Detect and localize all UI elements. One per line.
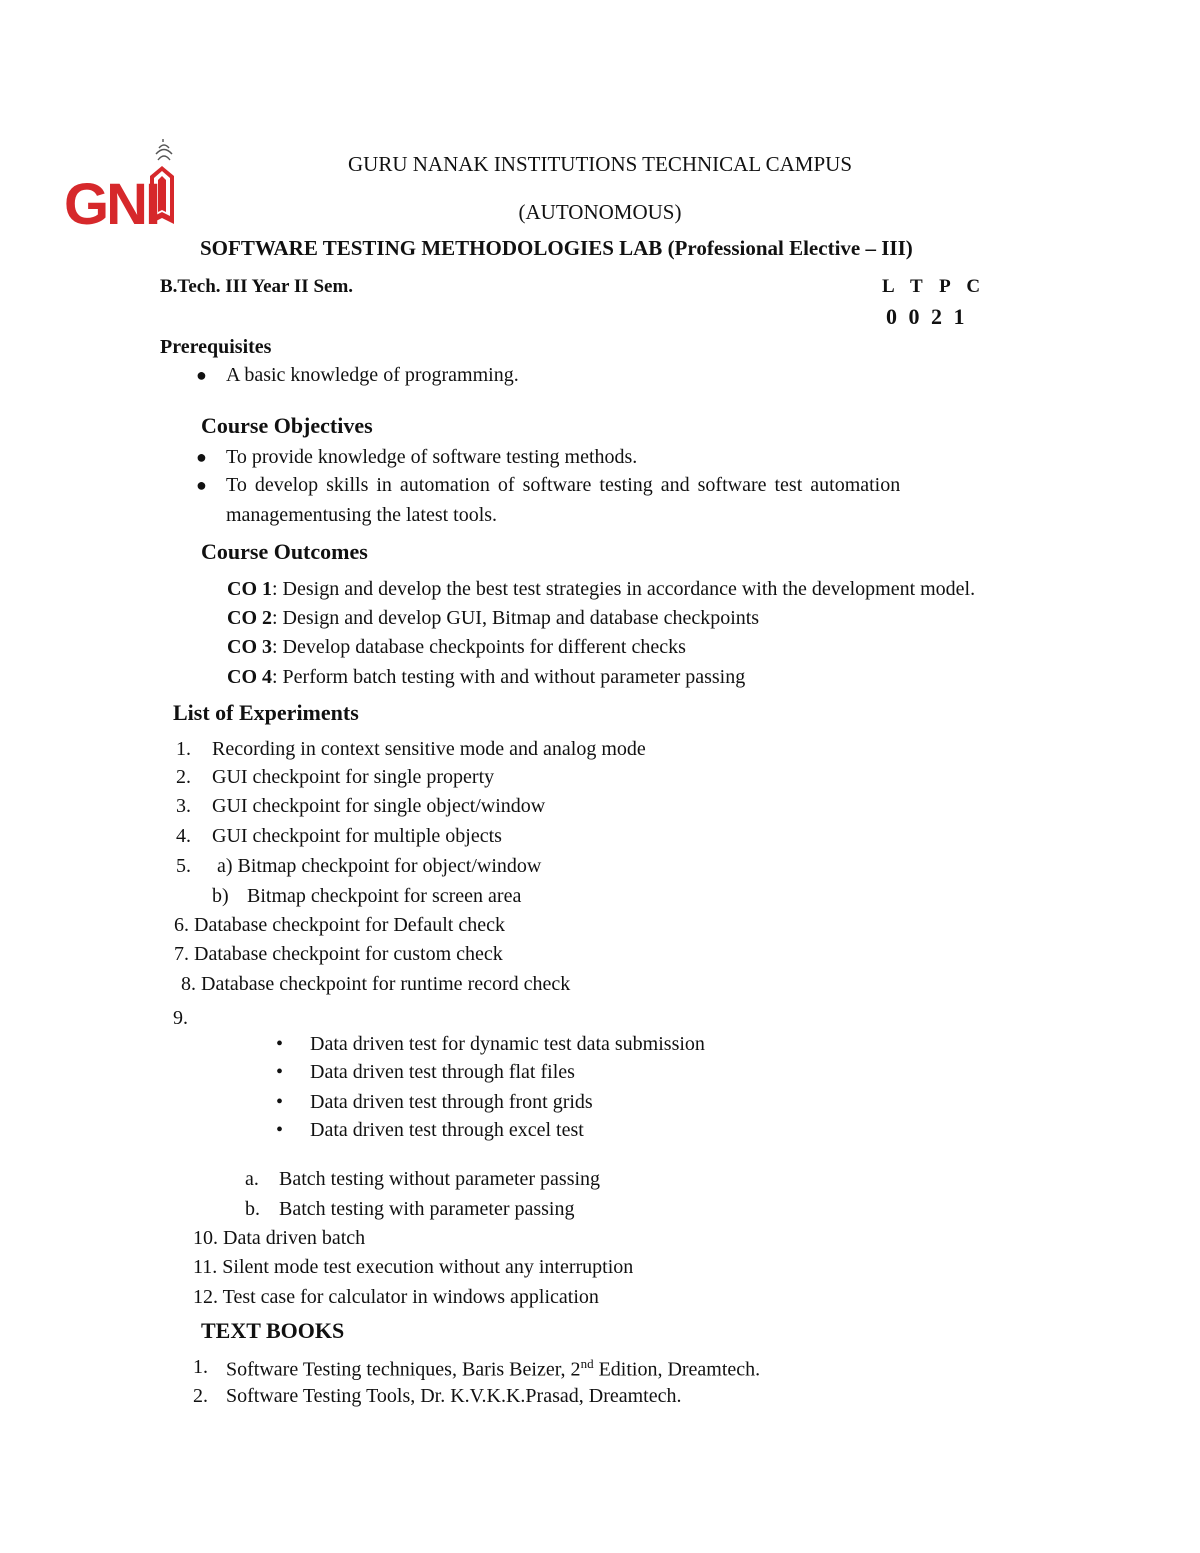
textbook-item xyxy=(226,1356,760,1382)
outcome-item xyxy=(227,666,745,689)
experiment-item: GUI checkpoint for single object/window xyxy=(212,795,546,817)
experiment-item: GUI checkpoint for multiple objects xyxy=(212,825,502,847)
experiment-number: 3. xyxy=(176,795,191,817)
data-driven-item: Data driven test for dynamic test data submission xyxy=(310,1033,705,1055)
experiment-item: 10. Data driven batch xyxy=(193,1227,366,1249)
experiment-item: 8. Database checkpoint for runtime record check xyxy=(181,973,571,995)
data-driven-item: Data driven test through excel test xyxy=(310,1119,584,1141)
experiment-item: 9. xyxy=(173,1007,188,1029)
outcome-text: : Perform batch testing with and without parameter passing xyxy=(272,666,746,688)
outcomes-heading: Course Outcomes xyxy=(201,539,368,564)
outcome-code: CO 2 xyxy=(227,607,272,629)
bullet-icon: • xyxy=(276,1091,284,1113)
textbook-number: 1. xyxy=(193,1356,208,1378)
institution-name: GURU NANAK INSTITUTIONS TECHNICAL CAMPUS xyxy=(347,152,852,176)
outcome-code: CO 1 xyxy=(227,578,272,600)
objective-item-continuation: managementusing the latest tools. xyxy=(226,504,498,526)
bullet-icon: • xyxy=(276,1119,284,1141)
ltpc-values: 0 0 2 1 xyxy=(886,304,968,329)
objective-item: To provide knowledge of software testing methods. xyxy=(226,446,638,468)
experiments-heading: List of Experiments xyxy=(173,700,359,725)
textbook-text: Software Testing techniques, Baris Beizer, 2 xyxy=(226,1358,581,1381)
prerequisite-item: A basic knowledge of programming. xyxy=(226,364,519,386)
outcome-text: : Design and develop GUI, Bitmap and database checkpoints xyxy=(272,607,760,629)
outcome-text: : Develop database checkpoints for different checks xyxy=(272,636,686,658)
experiment-item: 7. Database checkpoint for custom check xyxy=(174,943,503,965)
outcome-item xyxy=(227,636,686,659)
batch-number: a. xyxy=(245,1168,259,1190)
experiment-item: 12. Test case for calculator in windows application xyxy=(193,1286,599,1308)
textbook-text-end: Edition, Dreamtech. xyxy=(593,1358,761,1381)
textbook-number: 2. xyxy=(193,1385,208,1407)
outcome-code: CO 4 xyxy=(227,666,272,688)
bullet-icon: ● xyxy=(196,475,207,495)
bullet-icon: • xyxy=(276,1033,284,1055)
experiment-item: 6. Database checkpoint for Default check xyxy=(174,914,505,936)
outcome-item xyxy=(227,578,975,601)
experiment-number: 1. xyxy=(176,738,191,760)
experiment-item: GUI checkpoint for single property xyxy=(212,766,495,788)
data-driven-item: Data driven test through front grids xyxy=(310,1091,593,1113)
outcome-item xyxy=(227,607,759,630)
bullet-icon: ● xyxy=(196,447,207,467)
course-title: SOFTWARE TESTING METHODOLOGIES LAB (Professional Elective – III) xyxy=(200,236,913,260)
batch-item: Batch testing with parameter passing xyxy=(279,1198,575,1220)
objective-item: To develop skills in automation of software testing and software test automation xyxy=(226,474,901,496)
textbook-item: Software Testing Tools, Dr. K.V.K.K.Prasad, Dreamtech. xyxy=(226,1385,682,1407)
textbooks-heading: TEXT BOOKS xyxy=(201,1318,345,1343)
ltpc-labels: L T P C xyxy=(882,276,987,297)
experiment-item: Recording in context sensitive mode and analog mode xyxy=(212,738,646,760)
prerequisites-heading: Prerequisites xyxy=(160,336,272,358)
experiment-number: 4. xyxy=(176,825,191,847)
outcome-code: CO 3 xyxy=(227,636,272,658)
bullet-icon: • xyxy=(276,1061,284,1083)
textbook-superscript: nd xyxy=(580,1356,594,1371)
experiment-item: 11. Silent mode test execution without any interruption xyxy=(193,1256,634,1278)
logo-wordmark: GNI xyxy=(64,172,159,232)
data-driven-item: Data driven test through flat files xyxy=(310,1061,575,1083)
outcome-text: : Design and develop the best test strategies in accordance with the development model. xyxy=(272,578,976,600)
batch-item: Batch testing without parameter passing xyxy=(279,1168,601,1190)
experiment-item: a) Bitmap checkpoint for object/window xyxy=(217,855,542,877)
experiment-number: 2. xyxy=(176,766,191,788)
experiment-number: 5. xyxy=(176,855,191,877)
experiment-subitem: Bitmap checkpoint for screen area xyxy=(247,885,522,907)
autonomous-status: (AUTONOMOUS) xyxy=(518,200,682,224)
bullet-icon: ● xyxy=(196,365,207,385)
batch-number: b. xyxy=(245,1198,260,1220)
objectives-heading: Course Objectives xyxy=(201,413,373,438)
program-year: B.Tech. III Year II Sem. xyxy=(160,276,354,297)
experiment-subnumber: b) xyxy=(212,885,229,907)
